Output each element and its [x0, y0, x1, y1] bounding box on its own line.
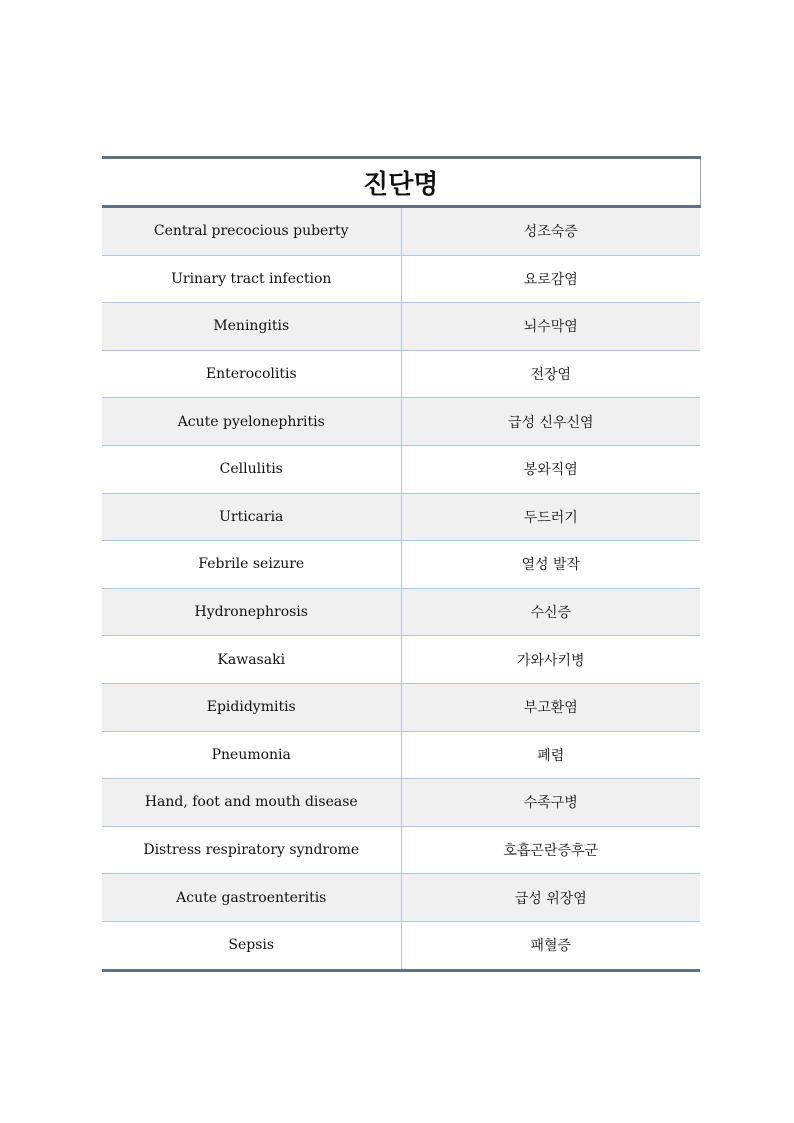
table-row: [102, 398, 700, 446]
english-term: Meningitis: [102, 303, 401, 351]
table-row: [102, 350, 700, 398]
english-term: Distress respiratory syndrome: [102, 826, 401, 874]
english-term: Urticaria: [102, 493, 401, 541]
table-row: [102, 445, 700, 493]
english-term: Hand, foot and mouth disease: [102, 779, 401, 827]
table-row: [102, 779, 700, 827]
table-row: [102, 826, 700, 874]
english-term: Enterocolitis: [102, 350, 401, 398]
korean-term: 부고환염: [401, 683, 700, 731]
english-term: Urinary tract infection: [102, 255, 401, 303]
english-term: Pneumonia: [102, 731, 401, 779]
english-term: Acute pyelonephritis: [102, 398, 401, 446]
korean-term: 두드러기: [401, 493, 700, 541]
english-term: Hydronephrosis: [102, 588, 401, 636]
table-row: [102, 683, 700, 731]
table-row: [102, 493, 700, 541]
korean-term: 폐렴: [401, 731, 700, 779]
table-row: [102, 588, 700, 636]
korean-term: 호흡곤란증후군: [401, 826, 700, 874]
korean-term: 전장염: [401, 350, 700, 398]
table-title: 진단명: [102, 158, 700, 207]
table-row: [102, 303, 700, 351]
korean-term: 열성 발작: [401, 541, 700, 589]
english-term: Cellulitis: [102, 445, 401, 493]
table-row: [102, 636, 700, 684]
korean-term: 패혈증: [401, 921, 700, 970]
table-row: [102, 874, 700, 922]
table-row: [102, 541, 700, 589]
table-row: [102, 255, 700, 303]
korean-term: 급성 신우신염: [401, 398, 700, 446]
korean-term: 급성 위장염: [401, 874, 700, 922]
table-row: [102, 207, 700, 256]
english-term: Epididymitis: [102, 683, 401, 731]
english-term: Kawasaki: [102, 636, 401, 684]
english-term: Acute gastroenteritis: [102, 874, 401, 922]
korean-term: 뇌수막염: [401, 303, 700, 351]
table-row: [102, 921, 700, 970]
korean-term: 수족구병: [401, 779, 700, 827]
korean-term: 봉와직염: [401, 445, 700, 493]
table-row: [102, 731, 700, 779]
english-term: Febrile seizure: [102, 541, 401, 589]
diagnosis-table: [102, 156, 701, 972]
korean-term: 가와사키병: [401, 636, 700, 684]
korean-term: 성조숙증: [401, 207, 700, 256]
english-term: Sepsis: [102, 921, 401, 970]
korean-term: 요로감염: [401, 255, 700, 303]
english-term: Central precocious puberty: [102, 207, 401, 256]
korean-term: 수신증: [401, 588, 700, 636]
